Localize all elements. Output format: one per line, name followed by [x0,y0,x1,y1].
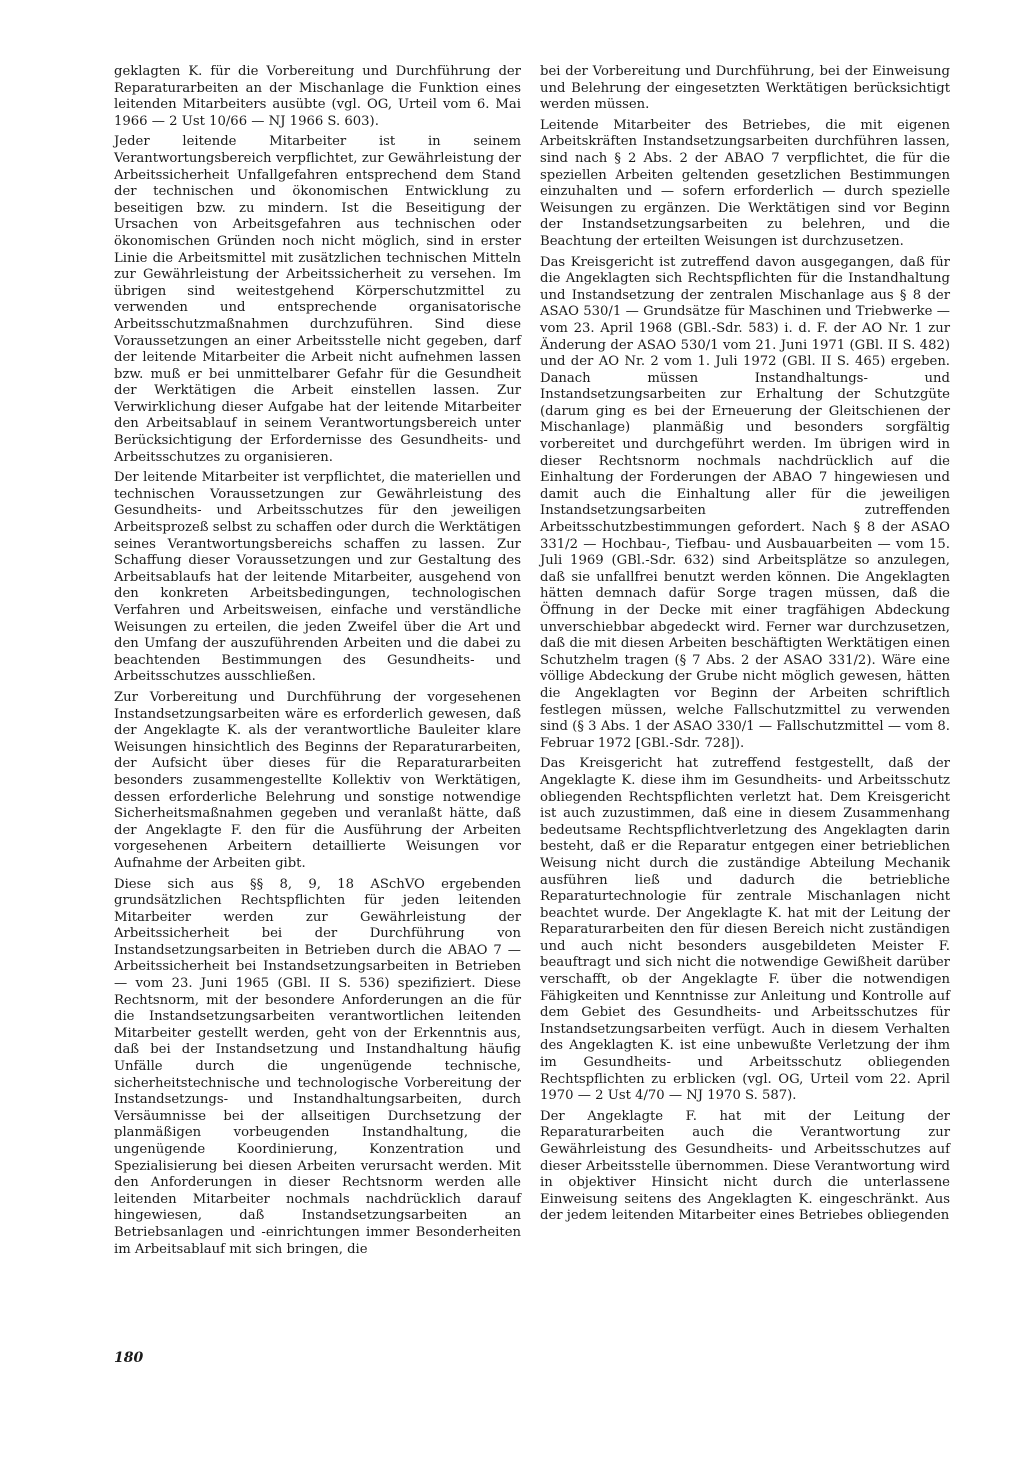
right-paragraph-2: Leitende Mitarbeiter des Betriebes, die mit eigenen Arbeitskräften Instandsetzungsarbeiten durchführen lassen, sind nach § 2 Abs. 2 der ABAO 7 verpflichtet, die für die speziellen Arbeiten geltenden gesetzlichen Bestimmungen einzuhalten und — sofern erforderlich — durch spezielle Weisungen zu ergänzen. Die Werktätigen sind vor Beginn der Instandsetzungsarbeiten zu belehren, und die Beachtung der erteilten Weisungen ist durchzusetzen. [540,117,950,249]
right-paragraph-1: bei der Vorbereitung und Durchführung, bei der Einweisung und Belehrung der eingesetzten Werktätigen berücksichtigt werden müssen. [540,64,950,113]
right-paragraph-5: Der Angeklagte F. hat mit der Leitung der Reparaturarbeiten auch die Verantwortung zur Gewährleistung des Gesundheits- und Arbeitsschutzes auf dieser Arbeitsstelle übernommen. Diese Verantwortung wird in objektiver Hinsicht nicht durch die unterlassene Einweisung seitens des Angeklagten K. eingeschränkt. Aus der jedem leitenden Mitarbeiter eines Betriebes obliegenden [540,1108,950,1224]
right-paragraph-4: Das Kreisgericht hat zutreffend festgestellt, daß der Angeklagte K. diese ihm im Gesundheits- und Arbeitsschutz obliegenden Rechtspflichten verletzt hat. Dem Kreisgericht ist auch zuzustimmen, daß eine in diesem Zusammenhang bedeutsame Rechtspflichtverletzung des Angeklagten darin besteht, daß er die Reparatur entgegen einer betrieblichen Weisung nicht durch die zuständige Abteilung Mechanik ausführen ließ und dadurch die betriebliche Reparaturtechnologie für zentrale Mischanlagen nicht beachtet wurde. Der Angeklagte K. hat mit der Leitung der Reparaturarbeiten den für diesen Bereich nicht zuständigen und auch nicht besonders ausgebildeten Meister F. beauftragt und sich nicht die notwendige Gewißheit darüber verschafft, ob der Angeklagte F. über die notwendigen Fähigkeiten und Kenntnisse zur Anleitung und Kontrolle auf dem Gebiet des Gesundheits- und Arbeitsschutzes für Instandsetzungsarbeiten verfügt. Auch in diesem Verhalten des Angeklagten K. ist eine unbewußte Verletzung der ihm im Gesundheits- und Arbeitsschutz obliegenden Rechtspflichten zu erblicken (vgl. OG, Urteil vom 22. April 1970 — 2 Ust 4/70 — NJ 1970 S. 587). [540,756,950,1104]
right-column [540,64,950,1229]
left-column [114,64,521,1262]
left-paragraph-3: Der leitende Mitarbeiter ist verpflichtet, die materiellen und technischen Voraussetzungen zur Gewährleistung des Gesundheits- und Arbeitsschutzes für den jeweiligen Arbeitsprozeß selbst zu schaffen oder durch die Werktätigen seines Verantwortungsbereichs schaffen zu lassen. Zur Schaffung dieser Voraussetzungen und zur Gestaltung des Arbeitsablaufs hat der leitende Mitarbeiter, ausgehend von den konkreten Arbeitsbedingungen, technologischen Verfahren und Arbeitsweisen, einfache und verständliche Weisungen zu erteilen, die jeden Zweifel über die Art und den Umfang der auszuführenden Arbeiten und die dabei zu beachtenden Bestimmungen des Gesundheits- und Arbeitsschutzes ausschließen. [114,470,521,685]
left-paragraph-1: geklagten K. für die Vorbereitung und Durchführung der Reparaturarbeiten an der Mischanlage die Funktion eines leitenden Mitarbeiters ausübte (vgl. OG, Urteil vom 6. Mai 1966 — 2 Ust 10/66 — NJ 1966 S. 603). [114,64,521,129]
page-number: 180 [114,1350,144,1366]
right-paragraph-3: Das Kreisgericht ist zutreffend davon ausgegangen, daß für die Angeklagten sich Rechtspflichten für die Instandhaltung und Instandsetzung der zentralen Mischanlage aus § 8 der ASAO 530/1 — Grundsätze für Maschinen und Triebwerke — vom 23. April 1968 (GBl.-Sdr. 583) i. d. F. der AO Nr. 1 zur Änderung der ASAO 530/1 vom 21. Juni 1971 (GBl. II S. 482) und der AO Nr. 2 vom 1. Juli 1972 (GBl. II S. 465) ergeben. Danach müssen Instandhaltungs- und Instandsetzungsarbeiten zur Erhaltung der Schutzgüte (darum ging es bei der Erneuerung der Gleitschienen der Mischanlage) planmäßig und besonders sorgfältig vorbereitet und durchgeführt werden. Im übrigen wird in dieser Rechtsnorm nochmals nachdrücklich auf die Einhaltung der Forderungen der ABAO 7 hingewiesen und damit auch die Einhaltung aller für die jeweiligen Instandsetzungsarbeiten zutreffenden Arbeitsschutzbestimmungen gefordert. Nach § 8 der ASAO 331/2 — Hochbau-, Tiefbau- und Ausbauarbeiten — vom 15. Juli 1969 (GBl.-Sdr. 632) sind Arbeitsplätze so anzulegen, daß sie unfallfrei benutzt werden können. Die Angeklagten hätten demnach dafür Sorge tragen müssen, daß die Öffnung in der Decke mit einer tragfähigen Abdeckung unverschiebbar abgedeckt wird. Ferner war durchzusetzen, daß die mit diesen Arbeiten beschäftigten Werktätigen einen Schutzhelm tragen (§ 7 Abs. 2 der ASAO 331/2). Wäre eine völlige Abdeckung der Grube nicht möglich gewesen, hätten die Angeklagten vor Beginn der Arbeiten schriftlich festlegen müssen, welche Fallschutzmittel zu verwenden sind (§ 3 Abs. 1 der ASAO 330/1 — Fallschutzmittel — vom 8. Februar 1972 [GBl.-Sdr. 728]). [540,254,950,751]
left-paragraph-4: Zur Vorbereitung und Durchführung der vorgesehenen Instandsetzungsarbeiten wäre es erforderlich gewesen, daß der Angeklagte K. als der verantwortliche Bauleiter klare Weisungen hinsichtlich des Beginns der Reparaturarbeiten, der Aufsicht über dieses für die Reparaturarbeiten besonders zusammengestellte Kollektiv von Werktätigen, dessen erforderliche Belehrung und sonstige notwendige Sicherheitsmaßnahmen gegeben und veranlaßt hätte, daß der Angeklagte F. den für die Ausführung der Arbeiten vorgesehenen Arbeitern detaillierte Weisungen vor Aufnahme der Arbeiten gibt. [114,689,521,871]
left-paragraph-2: Jeder leitende Mitarbeiter ist in seinem Verantwortungsbereich verpflichtet, zur Gewährleistung der Arbeitssicherheit Unfallgefahren entsprechend dem Stand der technischen und ökonomischen Entwicklung zu beseitigen bzw. zu mindern. Ist die Beseitigung der Ursachen von Arbeitsgefahren aus technischen oder ökonomischen Gründen noch nicht möglich, sind in erster Linie die Arbeitsmittel mit zusätzlichen technischen Mitteln zur Gewährleistung der Arbeitssicherheit zu versehen. Im übrigen sind weitestgehend Körperschutzmittel zu verwenden und entsprechende organisatorische Arbeitsschutzmaßnahmen durchzuführen. Sind diese Voraussetzungen an einer Arbeitsstelle nicht gegeben, darf der leitende Mitarbeiter die Arbeit nicht aufnehmen lassen bzw. muß er bei unmittelbarer Gefahr für die Gesundheit der Werktätigen die Arbeit einstellen lassen. Zur Verwirklichung dieser Aufgabe hat der leitende Mitarbeiter den Arbeitsablauf in seinem Verantwortungsbereich unter Berücksichtigung der Erfordernisse des Gesundheits- und Arbeitsschutzes zu organisieren. [114,134,521,465]
left-paragraph-5: Diese sich aus §§ 8, 9, 18 ASchVO ergebenden grundsätzlichen Rechtspflichten für jeden leitenden Mitarbeiter werden zur Gewährleistung der Arbeitssicherheit bei der Durchführung von Instandsetzungsarbeiten in Betrieben durch die ABAO 7 — Arbeitssicherheit bei Instandsetzungsarbeiten in Betrieben — vom 23. Juni 1965 (GBl. II S. 536) spezifiziert. Diese Rechtsnorm, mit der besondere Anforderungen an die für die Instandsetzungsarbeiten verantwortlichen leitenden Mitarbeiter gestellt werden, geht von der Erkenntnis aus, daß bei der Instandsetzung und Instandhaltung häufig Unfälle durch die ungenügende technische, sicherheitstechnische und technologische Vorbereitung der Instandsetzungs- und Instandhaltungsarbeiten, durch Versäumnisse bei der allseitigen Durchsetzung der planmäßigen vorbeugenden Instandhaltung, die ungenügende Koordinierung, Konzentration und Spezialisierung bei diesen Arbeiten verursacht werden. Mit den Anforderungen in dieser Rechtsnorm werden alle leitenden Mitarbeiter nochmals nachdrücklich darauf hingewiesen, daß Instandsetzungsarbeiten an Betriebsanlagen und -einrichtungen immer Besonderheiten im Arbeitsablauf mit sich bringen, die [114,876,521,1257]
